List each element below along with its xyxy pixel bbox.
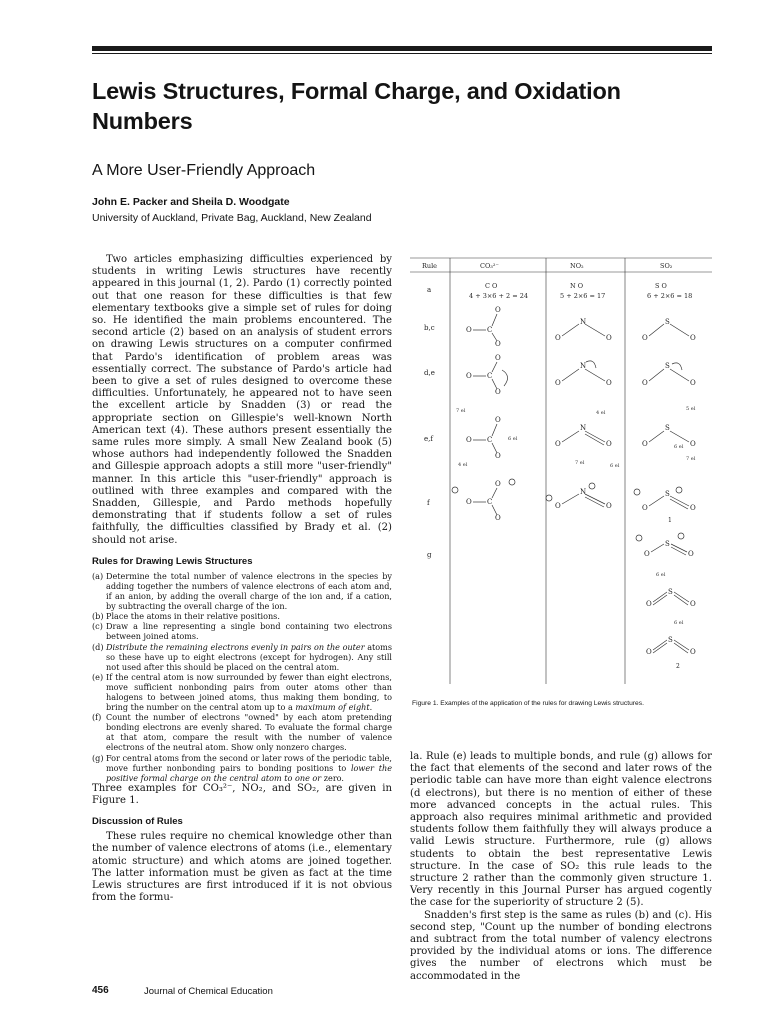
fig-de-no2-o-right: O	[606, 379, 612, 387]
fig-f-no2-o-left: O	[555, 502, 561, 510]
fig-de-co3-c: C	[487, 372, 493, 380]
fig-a-so2-sum: 6 + 2×6 = 18	[647, 292, 693, 300]
fig-f-so2-s: S	[665, 490, 670, 498]
article-affiliation: University of Auckland, Private Bag, Auckland, New Zealand	[92, 212, 372, 224]
fig-ef-no2-o-left: O	[555, 440, 561, 448]
right-paragraph-1: la. Rule (e) leads to multiple bonds, and rule (g) allows for the fact that elements of the second and later rows of the periodic table can have more than eight valence electrons (d electrons), but there is no mention of either of these more advanced concepts in the actual rules. This approach also requires minimal arithmetic and provided students follow them faithfully they will always produce a valid Lewis structure. Furthermore, rule (g) allows students to obtain the best representative Lewis structure. In the case of SO₂ this rule leads to the structure 2 rather than the commonly given structure 1. Very recently in this Journal Purser has argued cogently the case for the superiority of structure 2 (5).	[410, 751, 712, 909]
fig-bc-co3-c: C	[487, 326, 493, 334]
fig-de-so2-o-left: O	[642, 379, 648, 387]
fig-de-co3-o-bot: O	[495, 388, 501, 396]
fig-f-no2-o-right: O	[606, 502, 612, 510]
fig-a-so2-atoms: S O	[655, 282, 667, 290]
discussion-heading: Discussion of Rules	[92, 816, 183, 828]
rule-f: (f) Count the number of electrons "owned" by each atom pretending bonding electrons are evenly shared. To evaluate the formal charge at that atom, compare the result with the number of valence electrons of the neutral atom. Show only nonzero charges.	[92, 712, 392, 753]
fig-f-co3-o-top: O	[495, 480, 501, 488]
fig-g-o-right-c: O	[690, 648, 696, 656]
fig-row-label-ef: e,f	[424, 435, 433, 443]
fig-g-s-c: S	[668, 636, 673, 644]
fig-g-o-left-c: O	[646, 648, 652, 656]
fig-ef-so2-6el: 6 el	[674, 444, 684, 450]
fig-g-o-right-b: O	[690, 600, 696, 608]
fig-ef-co3-c: C	[487, 436, 493, 444]
fig-g-o-left-b: O	[646, 600, 652, 608]
rule-b: (b) Place the atoms in their relative positions.	[92, 611, 280, 622]
fig-header-rule: Rule	[422, 262, 438, 270]
examples-line: Three examples for CO₃²⁻, NO₂, and SO₂, are given in Figure 1.	[92, 782, 392, 807]
fig-de-no2-n: N	[580, 362, 587, 370]
fig-ef-co3-o-bot: O	[495, 452, 501, 460]
rule-g: (g) For central atoms from the second or later rows of the periodic table, move further nonbonding pairs to bonding positions to lower the positive formal charge on the central atom to one or zero.	[92, 752, 392, 783]
fig-g-6el-top: 6 el	[656, 572, 666, 578]
fig-ef-co3-4el: 4 el	[458, 462, 468, 468]
left-column	[92, 254, 392, 904]
fig-de-co3-o-top: O	[495, 354, 501, 362]
fig-f-co3-o-bot: O	[495, 514, 501, 522]
figure-caption: Figure 1. Examples of the application of the rules for drawing Lewis structures.	[412, 700, 644, 707]
fig-g-o-right-a: O	[688, 550, 694, 558]
fig-ef-so2-o-left: O	[642, 440, 648, 448]
fig-a-co3-sum: 4 + 3×6 + 2 = 24	[469, 292, 528, 300]
top-rule-thin	[92, 53, 712, 54]
fig-row-label-a: a	[427, 286, 432, 294]
fig-f-so2-o-left: O	[642, 504, 648, 512]
article-authors: John E. Packer and Sheila D. Woodgate	[92, 196, 290, 208]
fig-header-no2: NO₂	[570, 262, 584, 270]
fig-bc-so2-o-right: O	[690, 334, 696, 342]
fig-f-so2-structure-1: 1	[668, 517, 672, 524]
fig-bc-no2-o-left: O	[555, 334, 561, 342]
fig-f-co3-c: C	[487, 498, 493, 506]
fig-ef-co3-7el: 7 el	[456, 408, 466, 414]
fig-a-no2-sum: 5 + 2×6 = 17	[560, 292, 606, 300]
rule-c: (c) Draw a line representing a single bond containing two electrons between joined atoms.	[92, 621, 392, 642]
fig-ef-no2-7el: 7 el	[575, 460, 585, 466]
right-column	[410, 751, 712, 983]
fig-g-o-left-a: O	[644, 550, 650, 558]
fig-row-label-bc: b,c	[424, 324, 435, 332]
rule-a: (a) Determine the total number of valence electrons in the species by adding together the numbers of valence electrons of each atom and, if an anion, by adding the overall charge of the ion and, if a cation, by subtracting the overall charge of the ion.	[92, 570, 392, 612]
rules-list	[92, 571, 392, 783]
fig-ef-no2-6el: 6 el	[610, 463, 620, 469]
fig-ef-no2-4el: 4 el	[596, 410, 606, 416]
journal-name: Journal of Chemical Education	[144, 986, 273, 997]
fig-a-no2-atoms: N O	[570, 282, 584, 290]
fig-ef-so2-s: S	[665, 424, 670, 432]
fig-ef-so2-o-right: O	[690, 440, 696, 448]
fig-de-so2-o-right: O	[690, 379, 696, 387]
fig-bc-co3-o-top: O	[495, 306, 501, 314]
fig-row-label-g: g	[427, 551, 432, 559]
figure-1-lewis-structures	[410, 254, 712, 684]
fig-bc-no2-n: N	[580, 318, 587, 326]
fig-ef-co3-o-top: O	[495, 416, 501, 424]
fig-de-so2-s: S	[665, 362, 670, 370]
fig-de-co3-o-left: O	[466, 372, 472, 380]
fig-g-structure-2: 2	[676, 663, 680, 670]
fig-ef-no2-n: N	[580, 424, 587, 432]
fig-g-s-b: S	[668, 588, 673, 596]
fig-bc-co3-o-bot: O	[495, 340, 501, 348]
fig-g-6el-mid: 6 el	[674, 620, 684, 626]
fig-ef-so2-5el: 5 el	[686, 406, 696, 412]
fig-f-no2-n: N	[580, 488, 587, 496]
rule-e: (e) If the central atom is now surrounded by fewer than eight electrons, move sufficient nonbonding pairs from outer atoms other than halogens to between joined atoms, thus making them bonding, to bring the number on the central atom up to a maximum of eight.	[92, 671, 392, 713]
article-title: Lewis Structures, Formal Charge, and Oxidation Numbers	[92, 78, 621, 134]
fig-bc-co3-o-left: O	[466, 326, 472, 334]
fig-ef-no2-o-right: O	[606, 440, 612, 448]
rules-heading: Rules for Drawing Lewis Structures	[92, 555, 253, 567]
fig-header-co3: CO₃²⁻	[480, 262, 499, 270]
fig-row-label-f: f	[427, 499, 430, 507]
fig-a-co3-atoms: C O	[485, 282, 498, 290]
fig-ef-co3-o-left: O	[466, 436, 472, 444]
fig-bc-so2-o-left: O	[642, 334, 648, 342]
fig-ef-co3-6el: 6 el	[508, 436, 518, 442]
fig-ef-so2-7el: 7 el	[686, 456, 696, 462]
fig-f-so2-o-right: O	[690, 504, 696, 512]
fig-bc-no2-o-right: O	[606, 334, 612, 342]
fig-de-no2-o-left: O	[555, 379, 561, 387]
right-paragraph-2: Snadden's first step is the same as rules (b) and (c). His second step, "Count up the number of bonding electrons and subtract from the total number of valency electrons provided by the individual atoms or ions. The difference gives the number of electrons which must be accommodated in the	[410, 909, 712, 982]
top-rule	[92, 46, 712, 51]
fig-header-so2: SO₂	[660, 262, 673, 270]
rule-d: (d) Distribute the remaining electrons evenly in pairs on the outer atoms so these have up to eight electrons (except for hydrogen). Any still not used after this should be placed on the central atom.	[92, 641, 393, 672]
fig-g-s-a: S	[665, 540, 670, 548]
fig-row-label-de: d,e	[424, 369, 435, 377]
fig-bc-so2-s: S	[665, 318, 670, 326]
fig-f-co3-o-left: O	[466, 498, 472, 506]
article-subtitle: A More User-Friendly Approach	[92, 162, 316, 179]
intro-paragraph: Two articles emphasizing difficulties experienced by students in writing Lewis structures have recently appeared in this journal (1, 2). Pardo (1) correctly pointed out that one reason for these difficulties is that few elementary textbooks give a simple set of rules for doing so. He identified the main problems encountered. The second article (2) based on an analysis of student errors on drawing Lewis structures on a computer confirmed that Pardo's identification of problem areas was essentially correct. The substance of Pardo's article had been to give a set of rules designed to overcome these difficulties. Unfortunately, he appeared not to have seen the excellent article by Snadden (3) or read the appropriate section on Gillespie's well-known North American text (4). These authors present essentially the same rules more simply. A small New Zealand book (5) whose authors had independently followed the Snadden and Gillespie approach adopts a still more "user-friendly" manner. In this article this "user-friendly" approach is outlined with three examples and compared with the Snadden, Gillespie, and Pardo methods hopefully demonstrating that if students follow a set of rules faithfully, the difficulties classified by Brady et al. (2) should not arise.	[92, 254, 392, 546]
discussion-paragraph: These rules require no chemical knowledge other than the number of valence electrons of atoms (i.e., elementary atomic structure) and which atoms are joined together. The latter information must be given as fact at the time Lewis structures are first introduced if it is not obvious from the formu-	[92, 831, 392, 904]
page-number: 456	[92, 985, 109, 996]
